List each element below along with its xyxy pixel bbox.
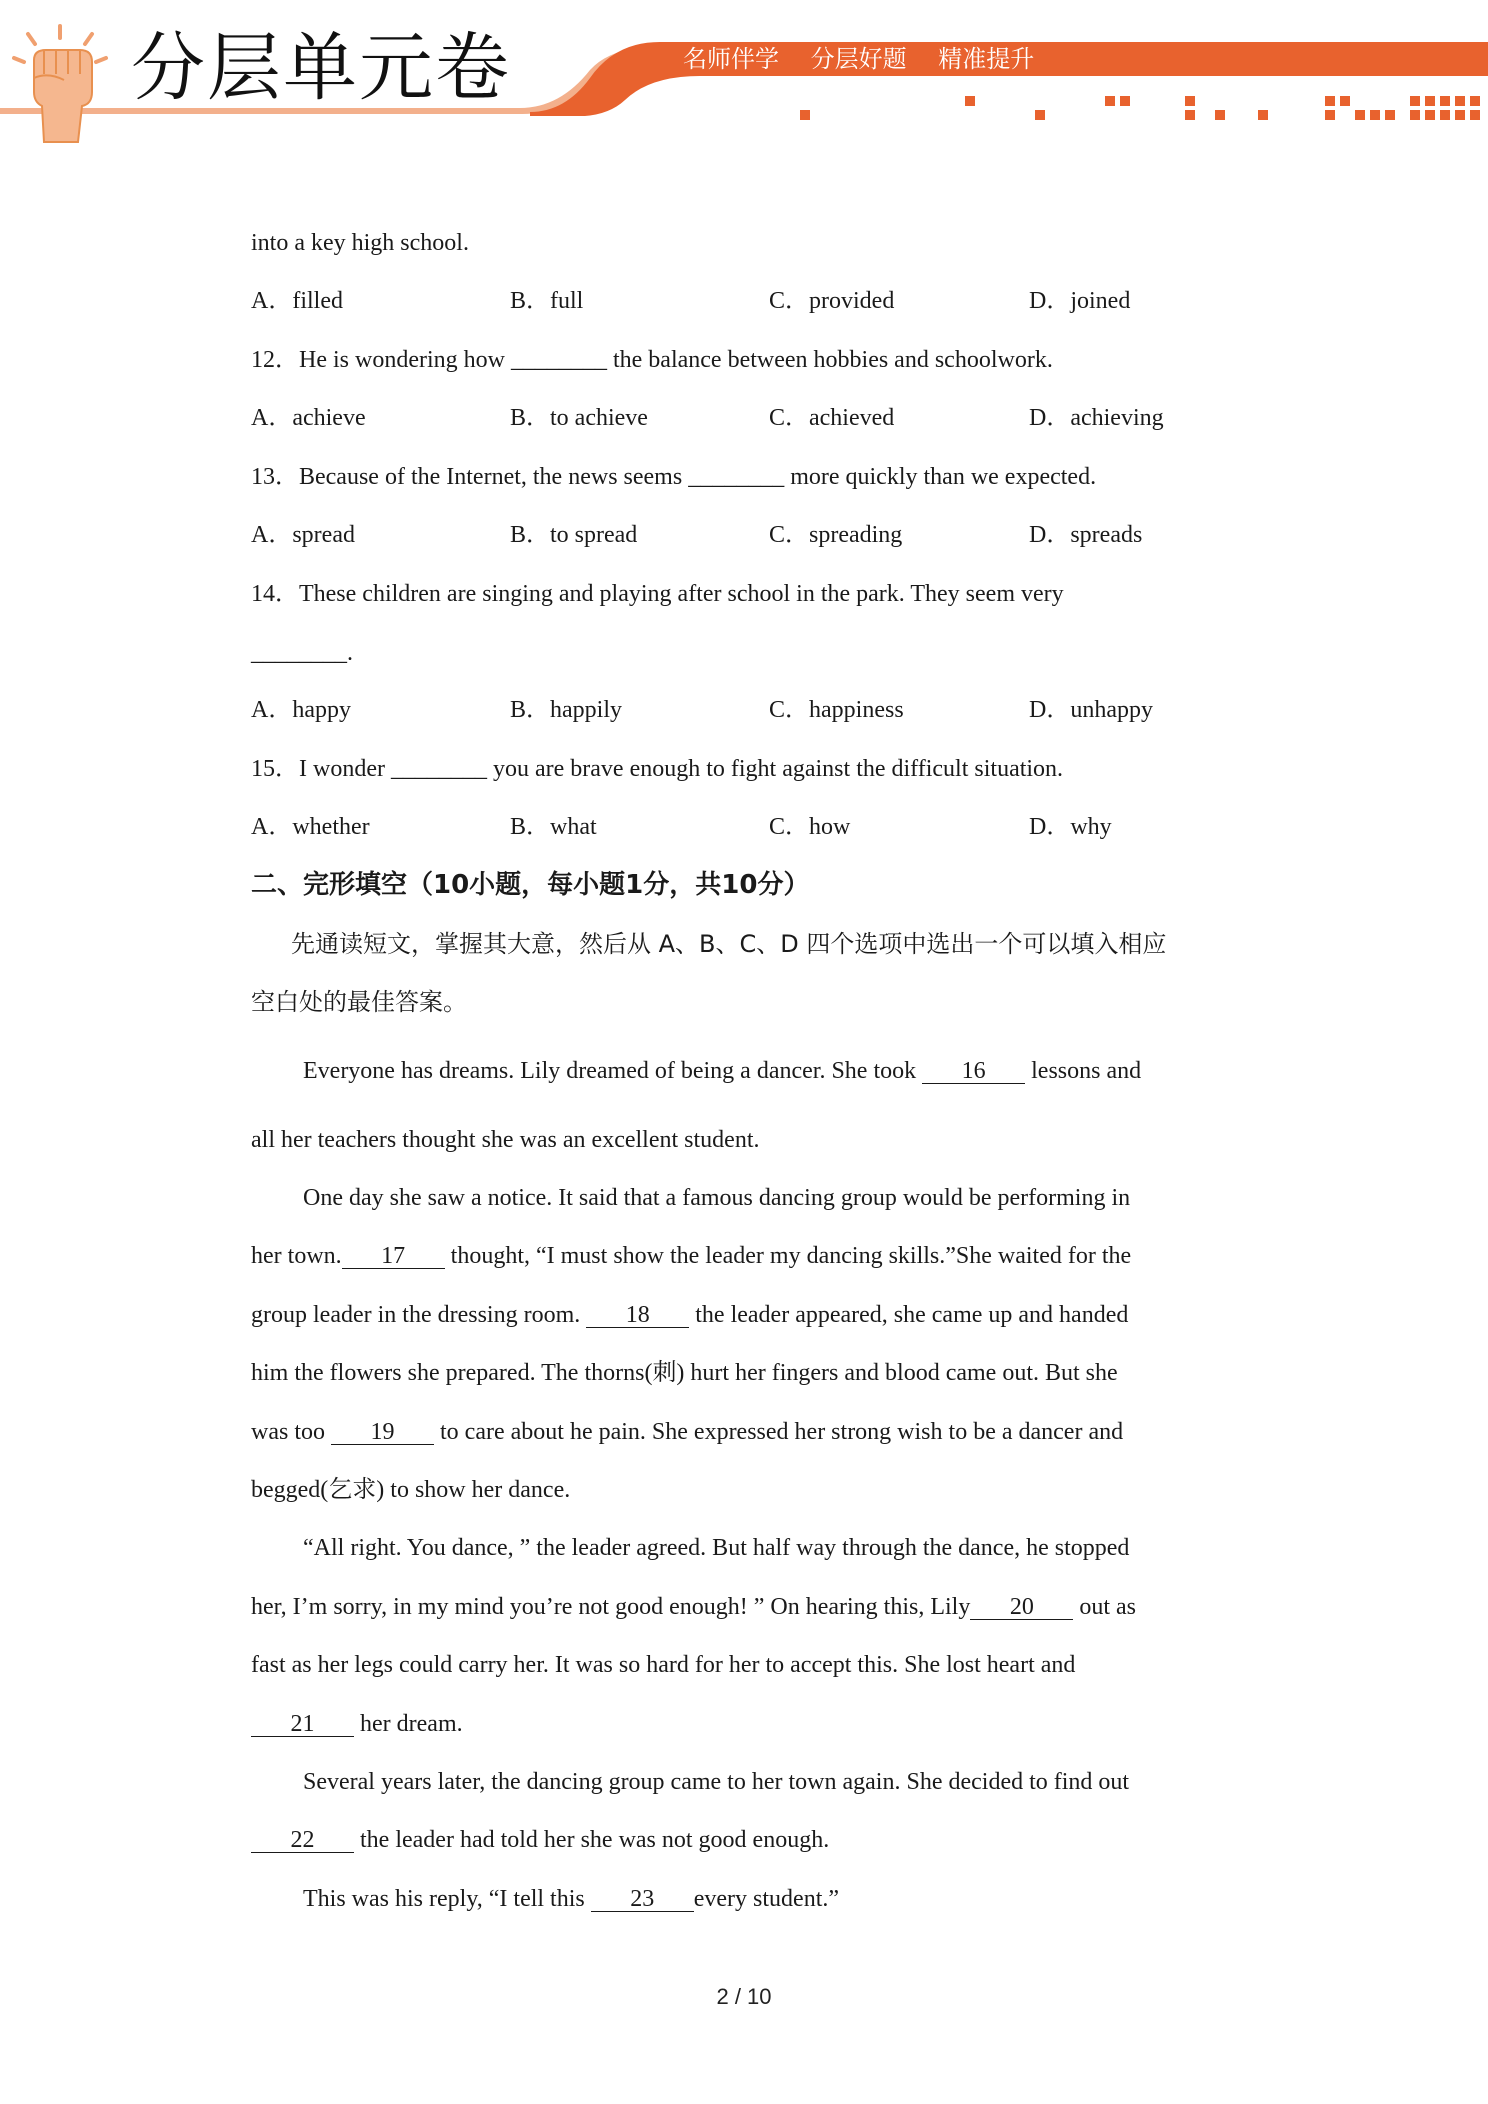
fist-icon [0,16,122,144]
blank-18: 18 [586,1303,689,1328]
option-a: A．achieve [251,405,366,431]
passage-line: her, I’m sorry, in my mind you’re not good enough! ” On hearing this, Lily 20 out as [251,1594,1137,1620]
passage-line: 22 the leader had told her she was not good enough. [251,1825,829,1855]
option-b: B．what [510,814,597,840]
option-c: C．spreading [769,522,903,548]
header-slogan [683,43,1058,75]
passage-line: Several years later, the dancing group came to her town again. She decided to find out [303,1769,1130,1795]
question-15-stem: 15．I wonder ________ you are brave enough to fight against the difficult situation. [251,756,1064,782]
option-a: A．filled [251,288,343,314]
option-b: B．full [510,288,584,314]
section-heading: 二、完形填空（10小题，每小题1分，共10分） [251,870,810,900]
passage-line: 21 her dream. [251,1709,463,1739]
passage-line: was too 19 to care about he pain. She expressed her strong wish to be a dancer and [251,1419,1124,1445]
blank-22: 22 [251,1828,354,1853]
question-12-stem: 12．He is wondering how ________ the balance between hobbies and schoolwork. [251,347,1053,373]
option-a: A．whether [251,814,370,840]
blank-16: 16 [922,1059,1025,1084]
passage-line: This was his reply, “I tell this 23 every student.” [303,1886,840,1912]
option-d: D．why [1029,814,1112,840]
option-c: C．achieved [769,405,895,431]
blank-23: 23 [591,1887,694,1912]
question-13-stem: 13．Because of the Internet, the news seems ________ more quickly than we expected. [251,464,1097,490]
passage-line: “All right. You dance, ” the leader agreed. But half way through the dance, he stopped [303,1535,1130,1561]
question-14-blank: ________. [251,640,353,666]
passage-line: begged(乞求) to show her dance. [251,1477,571,1503]
option-d: D．joined [1029,288,1131,314]
slogan-item: 分层好题 [810,45,907,73]
blank-20: 20 [970,1595,1073,1620]
option-c: C．provided [769,288,895,314]
option-b: B．happily [510,697,622,723]
brand-title: 分层单元卷 [131,25,511,111]
passage-line: her town. 17 thought, “I must show the leader my dancing skills.”She waited for the [251,1243,1132,1269]
page-header [0,0,1488,150]
option-c: C．happiness [769,697,904,723]
section-instruction: 先通读短文，掌握其大意，然后从 A、B、C、D 四个选项中选出一个可以填入相应 [291,930,1167,958]
passage-line: Everyone has dreams. Lily dreamed of being a dancer. She took 16 lessons and [303,1058,1142,1084]
option-b: B．to achieve [510,405,648,431]
question-carry-line: into a key high school. [251,230,469,256]
page-number: 2 / 10 [716,1984,772,2009]
blank-19: 19 [331,1420,434,1445]
blank-17: 17 [342,1244,445,1269]
option-b: B．to spread [510,522,638,548]
blank-21: 21 [251,1712,354,1737]
passage-line: fast as her legs could carry her. It was so hard for her to accept this. She lost heart and [251,1652,1076,1678]
option-a: A．happy [251,697,351,723]
passage-line: group leader in the dressing room. 18 the leader appeared, she came up and handed [251,1302,1129,1328]
option-d: D．unhappy [1029,697,1153,723]
passage-line: One day she saw a notice. It said that a famous dancing group would be performing in [303,1185,1131,1211]
question-14-stem: 14．These children are singing and playing after school in the park. They seem very [251,581,1064,607]
option-d: D．achieving [1029,405,1164,431]
passage-line: all her teachers thought she was an excellent student. [251,1127,760,1153]
section-instruction: 空白处的最佳答案。 [251,988,467,1016]
option-d: D．spreads [1029,522,1143,548]
passage-line: him the flowers she prepared. The thorns(刺) hurt her fingers and blood came out. But she [251,1360,1118,1386]
option-c: C．how [769,814,851,840]
slogan-item: 精准提升 [938,45,1035,73]
option-a: A．spread [251,522,355,548]
slogan-item: 名师伴学 [683,45,779,73]
